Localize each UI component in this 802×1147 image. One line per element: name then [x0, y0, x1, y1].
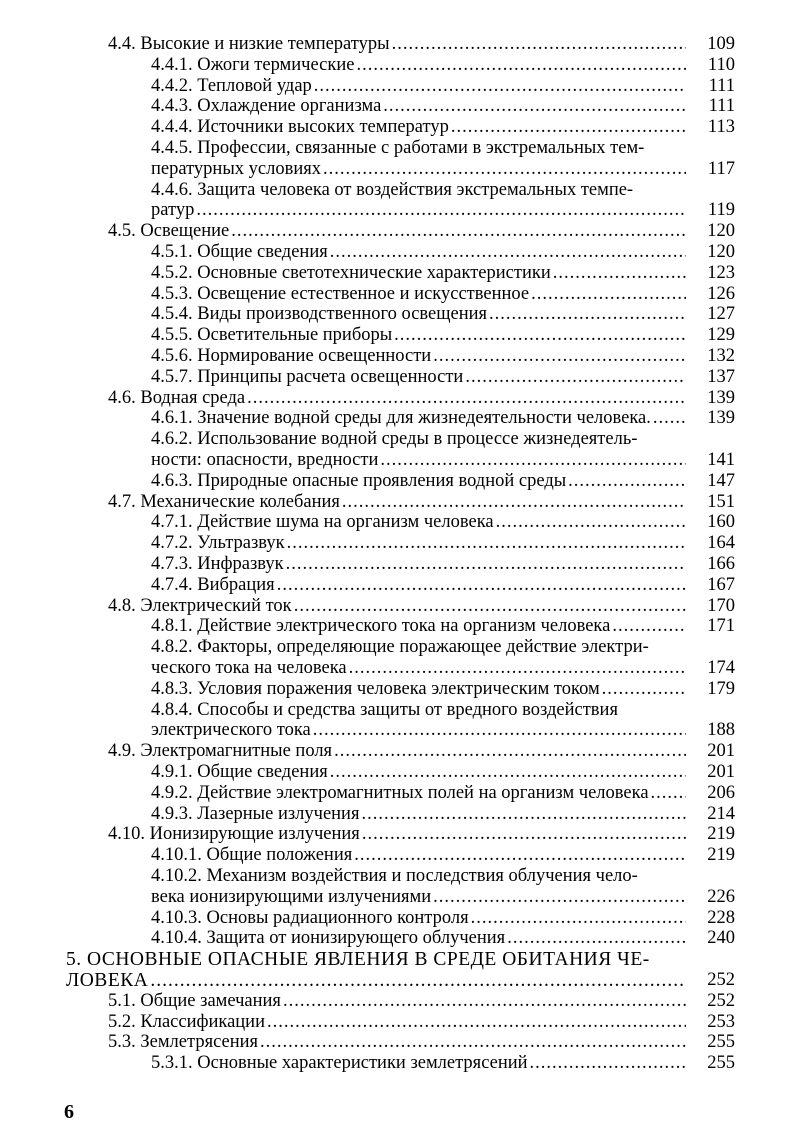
dot-leader — [267, 1012, 686, 1033]
toc-entry-title: 4.6.3. Природные опасные проявления водной среды — [151, 470, 567, 491]
toc-entry[interactable] — [0, 180, 802, 222]
toc-entry-title: электрического тока — [151, 720, 311, 741]
toc-entry-title: 4.10.3. Основы радиационного контроля — [151, 907, 469, 928]
toc-page-number: 111 — [708, 96, 735, 117]
toc-page-number: 110 — [707, 54, 735, 75]
dot-leader — [286, 554, 686, 575]
toc-entry[interactable] — [0, 616, 802, 637]
toc-entry[interactable] — [0, 908, 802, 929]
toc-entry-title: 4.4. Высокие и низкие температуры — [108, 34, 390, 54]
toc-entry[interactable] — [0, 471, 802, 492]
toc-entry[interactable] — [0, 637, 802, 679]
toc-page-number: 123 — [707, 262, 735, 283]
dot-leader — [294, 596, 686, 617]
toc-page-number: 206 — [707, 782, 735, 803]
dot-leader — [362, 824, 686, 845]
toc-entry[interactable] — [0, 325, 802, 346]
toc-page-number: 139 — [707, 387, 735, 408]
toc-entry[interactable] — [0, 1053, 802, 1074]
toc-entry-title: 4.4.4. Источники высоких температур — [151, 117, 449, 138]
toc-page-number: 228 — [707, 907, 735, 928]
dot-leader — [287, 533, 686, 554]
dot-leader — [330, 762, 686, 783]
toc-entry-title: 5.2. Классификации — [108, 1011, 265, 1032]
page-number: 6 — [64, 1101, 74, 1123]
toc-entry-title: века ионизирующими излучениями — [151, 886, 432, 907]
toc-entry[interactable] — [0, 346, 802, 367]
toc-page-number: 252 — [707, 990, 735, 1011]
dot-leader — [314, 76, 686, 97]
toc-entry-title: 4.9.1. Общие сведения — [151, 762, 328, 782]
toc-entry-title: 5.1. Общие замечания — [108, 990, 281, 1011]
toc-entry-title: 4.4.5. Профессии, связанные с работами в экстремальных тем- — [151, 138, 645, 158]
toc-entry-title: 4.9.2. Действие электромагнитных полей на организм человека — [151, 782, 649, 803]
toc-entry-title: 4.10. Ионизирующие излучения — [108, 824, 360, 845]
toc-page-number: 120 — [707, 242, 735, 262]
dot-leader — [231, 221, 686, 242]
toc-entry-title: 4.7.3. Инфразвук — [151, 554, 284, 574]
toc-entry-title: 4.7.4. Вибрация — [151, 574, 275, 595]
dot-leader — [356, 55, 686, 76]
toc-entry-title: 4.6.1. Значение водной среды для жизнедеятельности человека. — [151, 408, 651, 429]
dot-leader — [465, 367, 686, 388]
dot-leader — [653, 408, 686, 429]
toc-entry[interactable] — [0, 1012, 802, 1033]
toc-page-number: 109 — [707, 34, 735, 54]
toc-page-number: 226 — [707, 886, 735, 907]
toc-page-number: 188 — [707, 720, 735, 741]
toc-page-number: 151 — [707, 491, 735, 512]
toc-page-number: 120 — [707, 221, 735, 242]
toc-page-number: 132 — [707, 346, 735, 366]
toc-entry[interactable] — [0, 533, 802, 554]
dot-leader — [334, 741, 686, 762]
toc-entry-title: 4.5.2. Основные светотехнические характеристики — [151, 262, 551, 283]
dot-leader — [260, 1032, 686, 1053]
dot-leader — [354, 845, 686, 866]
toc-entry-title: пературных условиях — [151, 158, 321, 179]
toc-entry-title: 4.10.2. Механизм воздействия и последствия облучения чело- — [151, 866, 638, 886]
toc-entry-title: 4.5.5. Осветительные приборы — [151, 325, 393, 346]
toc-entry-title: 4.4.1. Ожоги термические — [151, 54, 355, 75]
toc-page-number: 113 — [707, 117, 735, 138]
toc-page-number: 137 — [707, 366, 735, 387]
toc-page-number: 201 — [707, 741, 735, 762]
dot-leader — [602, 679, 686, 700]
dot-leader — [553, 263, 686, 284]
dot-leader — [330, 242, 686, 263]
toc-page-number: 179 — [707, 678, 735, 699]
dot-leader — [247, 388, 686, 409]
toc-entry-title: 4.4.3. Охлаждение организма — [151, 96, 382, 117]
toc-entry[interactable] — [0, 263, 802, 284]
toc-entry[interactable] — [0, 304, 802, 325]
toc-entry[interactable] — [0, 76, 802, 97]
toc-entry[interactable] — [0, 388, 802, 409]
dot-leader — [451, 117, 686, 138]
dot-leader — [651, 783, 686, 804]
toc-entry[interactable] — [0, 991, 802, 1012]
toc-entry-title: 4.8.1. Действие электрического тока на организм человека — [151, 616, 611, 637]
toc-entry[interactable] — [0, 866, 802, 908]
toc-page-number: 126 — [707, 283, 735, 304]
dot-leader — [507, 928, 686, 949]
toc-entry-title: 4.10.1. Общие положения — [151, 845, 353, 866]
toc-entry-title: ЛОВЕКА — [66, 969, 149, 991]
toc-entry-title: 4.5.3. Освещение естественное и искусственное — [151, 283, 530, 304]
dot-leader — [313, 720, 686, 741]
dot-leader — [531, 284, 686, 305]
toc-entry-title: 4.8.3. Условия поражения человека электрическим током — [151, 678, 600, 699]
toc-entry[interactable] — [0, 284, 802, 305]
toc-entry[interactable] — [0, 762, 802, 783]
toc-entry[interactable] — [0, 804, 802, 825]
dot-leader — [394, 325, 686, 346]
toc-entry-title: 4.5.7. Принципы расчета освещенности — [151, 366, 464, 387]
toc-entry-title: 4.5.6. Нормирование освещенности — [151, 346, 432, 366]
toc-entry[interactable] — [0, 949, 802, 991]
dot-leader — [530, 1053, 686, 1074]
dot-leader — [323, 159, 686, 180]
toc-entry-title: 4.9.3. Лазерные излучения — [151, 803, 360, 824]
toc-page-number: 139 — [707, 408, 735, 429]
dot-leader — [277, 575, 686, 596]
toc-page-number: 170 — [707, 595, 735, 616]
toc-entry[interactable] — [0, 367, 802, 388]
toc-entry[interactable] — [0, 429, 802, 471]
dot-leader — [361, 804, 686, 825]
toc-page-number: 111 — [708, 75, 735, 96]
dot-leader — [283, 991, 686, 1012]
toc-entry[interactable] — [0, 928, 802, 949]
toc-page-number: 252 — [707, 969, 735, 990]
toc-entry[interactable] — [0, 408, 802, 429]
toc-entry-title: 4.7. Механические колебания — [108, 491, 340, 512]
toc-entry[interactable] — [0, 824, 802, 845]
toc-entry-title: 4.5.1. Общие сведения — [151, 242, 328, 262]
toc-page-number: 167 — [707, 574, 735, 595]
toc-page-number: 174 — [707, 657, 735, 678]
toc-entry[interactable] — [0, 138, 802, 180]
toc-entry[interactable] — [0, 512, 802, 533]
toc-entry[interactable] — [0, 596, 802, 617]
toc-entry-title: ратур — [151, 200, 195, 221]
toc-entry[interactable] — [0, 492, 802, 513]
toc-entry[interactable] — [0, 55, 802, 76]
toc-entry-title: 5.3.1. Основные характеристики землетрясений — [151, 1053, 528, 1074]
toc-entry[interactable] — [0, 1032, 802, 1053]
toc-entry-title: 4.9. Электромагнитные поля — [108, 741, 333, 762]
dot-leader — [196, 200, 686, 221]
dot-leader — [471, 908, 686, 929]
toc-entry-title: 4.8.2. Факторы, определяющие поражающее действие электри- — [151, 637, 649, 658]
toc-entry-title: 4.7.2. Ультразвук — [151, 533, 285, 554]
toc-page-number: 141 — [707, 449, 735, 470]
toc-entry-title: 5.3. Землетрясения — [108, 1032, 259, 1053]
toc-entry[interactable] — [0, 700, 802, 742]
toc-entry-title: ческого тока на человека — [151, 657, 347, 678]
toc-entry[interactable] — [0, 679, 802, 700]
toc-page-number: 164 — [707, 533, 735, 554]
toc-page-number: 253 — [707, 1011, 735, 1032]
toc-entry[interactable] — [0, 96, 802, 117]
toc-entry[interactable] — [0, 242, 802, 263]
dot-leader — [568, 471, 686, 492]
toc-page-number: 166 — [707, 554, 735, 574]
toc-entry[interactable] — [0, 554, 802, 575]
toc-entry[interactable] — [0, 575, 802, 596]
dot-leader — [150, 970, 686, 991]
toc-page-number: 214 — [707, 803, 735, 824]
toc-page-number: 255 — [707, 1032, 735, 1053]
toc-entry-title: 4.5. Освещение — [108, 221, 230, 242]
toc-entry[interactable] — [0, 34, 802, 55]
toc-page-number: 255 — [707, 1053, 735, 1074]
dot-leader — [342, 492, 686, 513]
toc-entry-title: 4.8.4. Способы и средства защиты от вредного воздействия — [151, 699, 618, 720]
toc-page-number: 171 — [707, 616, 735, 637]
toc-entry-title: 4.7.1. Действие шума на организм человека — [151, 512, 494, 533]
toc-page-number: 127 — [707, 304, 735, 325]
toc-page-number: 240 — [707, 928, 735, 949]
toc-entry-title: 4.6.2. Использование водной среды в процессе жизнедеятель- — [151, 429, 638, 450]
toc-entry-title: 4.4.2. Тепловой удар — [151, 75, 312, 96]
toc-page-number: 160 — [707, 512, 735, 533]
toc-page-number: 219 — [707, 845, 735, 866]
toc-page-number: 129 — [707, 325, 735, 346]
dot-leader — [612, 616, 686, 637]
toc-page-number: 147 — [707, 470, 735, 491]
toc-entry-title: 4.10.4. Защита от ионизирующего облучения — [151, 928, 506, 949]
toc-entry-title: 4.5.4. Виды производственного освещения — [151, 304, 488, 325]
toc-entry[interactable] — [0, 741, 802, 762]
dot-leader — [433, 887, 686, 908]
toc-entry[interactable] — [0, 117, 802, 138]
dot-leader — [496, 512, 686, 533]
toc-entry-title: ности: опасности, вредности — [151, 449, 379, 470]
dot-leader — [380, 450, 686, 471]
dot-leader — [433, 346, 686, 367]
toc-entry[interactable] — [0, 783, 802, 804]
dot-leader — [383, 96, 686, 117]
toc-entry[interactable] — [0, 845, 802, 866]
toc-page-number: 119 — [707, 200, 735, 221]
toc-entry[interactable] — [0, 221, 802, 242]
toc-page-number: 117 — [707, 158, 735, 179]
toc-entry-title: 5. ОСНОВНЫЕ ОПАСНЫЕ ЯВЛЕНИЯ В СРЕДЕ ОБИТАНИЯ ЧЕ- — [66, 949, 650, 971]
dot-leader — [349, 658, 686, 679]
toc-page-number: 201 — [707, 762, 735, 782]
dot-leader — [489, 304, 686, 325]
toc-entry-title: 4.8. Электрический ток — [108, 595, 292, 616]
toc-entry-title: 4.4.6. Защита человека от воздействия экстремальных темпе- — [151, 179, 634, 200]
dot-leader — [392, 34, 686, 55]
toc-page-number: 219 — [707, 824, 735, 845]
toc-entry-title: 4.6. Водная среда — [108, 387, 246, 408]
